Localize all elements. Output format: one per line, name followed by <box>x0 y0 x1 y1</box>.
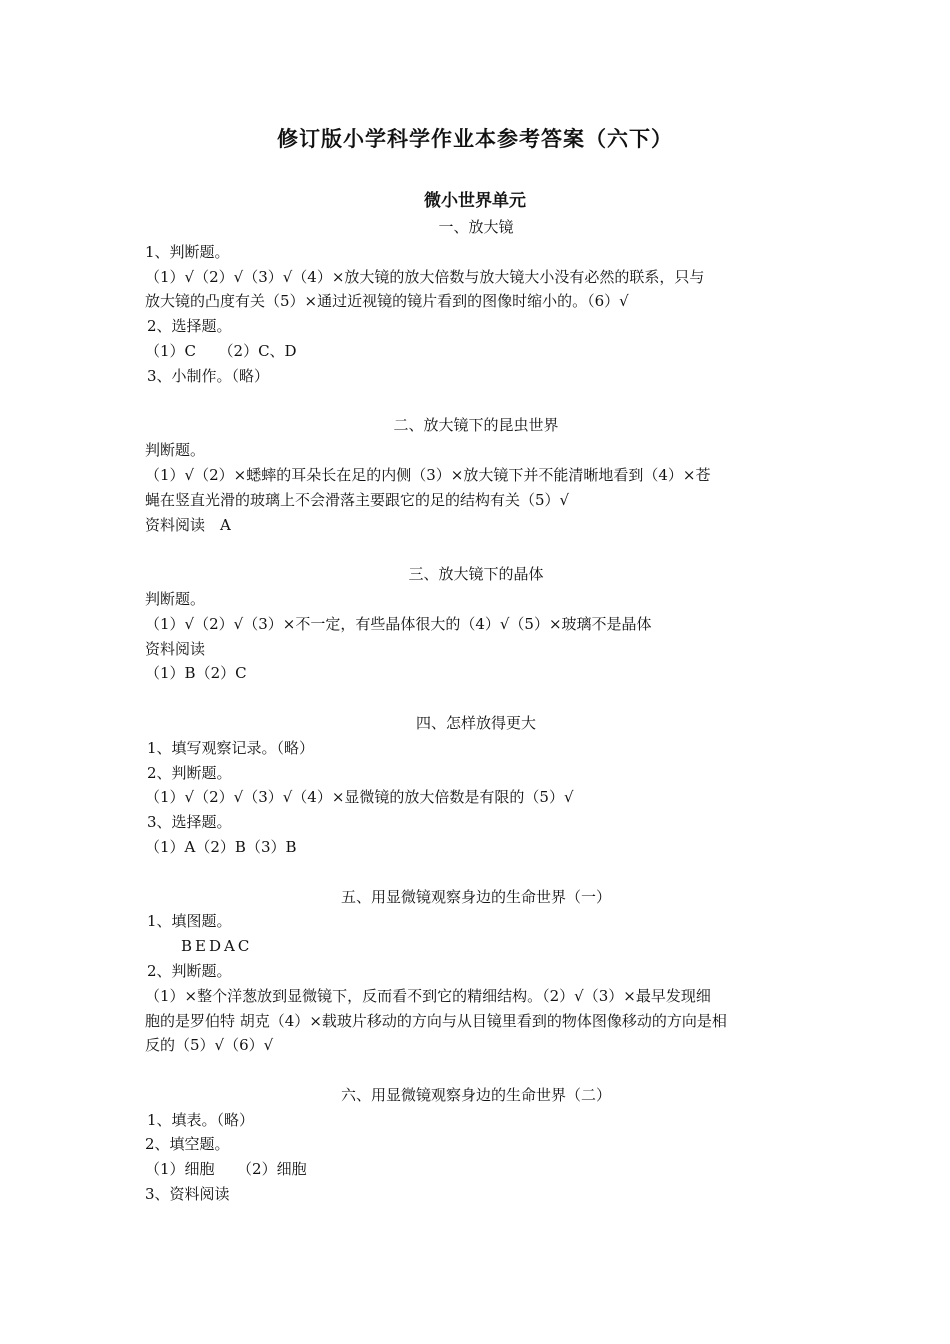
document-body <box>145 215 807 1207</box>
question-label: 1、填写观察记录。（略） <box>147 738 315 757</box>
answer-line: （1）×整个洋葱放到显微镜下，反而看不到它的精细结构。（2）√（3）×最早发现细 <box>145 986 711 1005</box>
lesson-heading: 六、用显微镜观察身边的生命世界（二） <box>340 1085 611 1104</box>
question-label: 2、判断题。 <box>147 763 232 782</box>
answer-line: （1）B（2）C <box>145 664 247 683</box>
document-title: 修订版小学科学作业本参考答案（六下） <box>277 126 673 151</box>
answer-line: （1）√（2）×蟋蟀的耳朵长在足的内侧（3）×放大镜下并不能清晰地看到（4）×苍 <box>145 465 711 484</box>
answer-line: （1）细胞 （2）细胞 <box>145 1160 307 1179</box>
question-label: 判断题。 <box>145 441 206 460</box>
question-label: 1、填表。（略） <box>147 1110 255 1129</box>
lesson-heading: 一、放大镜 <box>438 218 514 236</box>
answer-line: （1）A（2）B（3）B <box>145 837 297 856</box>
answer-line: BEDAC <box>181 937 253 956</box>
answer-line: 蝇在竖直光滑的玻璃上不会滑落主要跟它的足的结构有关（5）√ <box>145 490 570 509</box>
question-label: 3、选择题。 <box>147 813 232 832</box>
question-label: 判断题。 <box>145 589 206 608</box>
answer-line: （1）C （2）C、D <box>145 341 297 360</box>
answer-line: （1）√（2）√（3）×不一定，有些晶体很大的（4）√（5）×玻璃不是晶体 <box>145 614 652 633</box>
question-label: 3、资料阅读 <box>145 1185 230 1204</box>
question-label: 1、判断题。 <box>145 242 230 261</box>
lesson-heading: 三、放大镜下的晶体 <box>408 565 544 584</box>
question-label: 2、判断题。 <box>147 961 232 980</box>
question-label: 2、选择题。 <box>147 317 232 336</box>
unit-title: 微小世界单元 <box>424 191 526 211</box>
answer-line: 反的（5）√（6）√ <box>145 1036 274 1055</box>
question-label: 资料阅读 <box>145 639 206 658</box>
question-label: 1、填图题。 <box>147 912 232 931</box>
lesson-heading: 二、放大镜下的昆虫世界 <box>393 416 559 435</box>
question-label: 2、填空题。 <box>145 1135 230 1154</box>
answer-line: 胞的是罗伯特 胡克（4）×载玻片移动的方向与从目镜里看到的物体图像移动的方向是相 <box>145 1011 727 1030</box>
answer-line: （1）√（2）√（3）√（4）×放大镜的放大倍数与放大镜大小没有必然的联系，只与 <box>145 267 705 286</box>
reading-answer: 资料阅读 A <box>145 515 231 534</box>
lesson-heading: 五、用显微镜观察身边的生命世界（一） <box>340 887 611 906</box>
answer-line: （1）√（2）√（3）√（4）×显微镜的放大倍数是有限的（5）√ <box>145 788 574 807</box>
answer-line: 放大镜的凸度有关（5）×通过近视镜的镜片看到的图像时缩小的。（6）√ <box>145 292 629 311</box>
question-label: 3、小制作。（略） <box>147 366 270 385</box>
lesson-heading: 四、怎样放得更大 <box>415 713 536 732</box>
